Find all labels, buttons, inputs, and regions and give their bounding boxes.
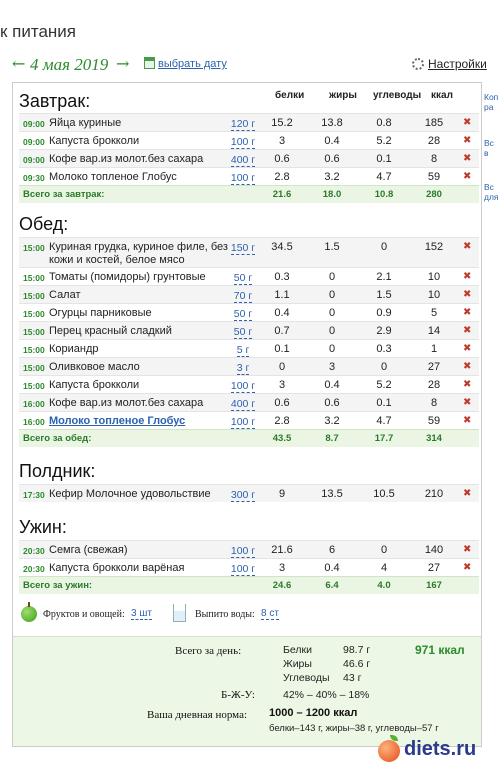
food-fat: 0.6 — [324, 153, 340, 165]
column-protein: белки — [275, 90, 305, 101]
breakfast-title: Завтрак: — [19, 91, 91, 111]
delete-icon[interactable]: ✖ — [463, 135, 472, 146]
delete-icon[interactable]: ✖ — [463, 271, 472, 282]
food-row — [19, 267, 479, 285]
food-fat: 3.2 — [324, 415, 340, 427]
food-time: 20:30 — [23, 546, 45, 556]
ratio-value: 42% – 40% – 18% — [283, 689, 370, 701]
food-amount[interactable]: 100 г — [230, 545, 256, 557]
food-carbs: 0.1 — [376, 397, 392, 409]
food-fat: 3.2 — [324, 171, 340, 183]
food-time: 09:00 — [23, 155, 45, 165]
norm-value: 1000 – 1200 ккал — [269, 707, 358, 719]
food-time: 15:00 — [23, 363, 45, 373]
food-carbs: 0.9 — [376, 307, 392, 319]
food-fat: 3 — [328, 361, 336, 373]
fruits-label: Фруктов и овощей: — [43, 609, 125, 620]
fat-label: Жиры — [283, 658, 312, 670]
delete-icon[interactable]: ✖ — [463, 379, 472, 390]
food-time: 15:00 — [23, 309, 45, 319]
food-kcal: 27 — [427, 562, 441, 574]
food-fat: 13.5 — [321, 488, 343, 500]
food-protein: 15.2 — [271, 117, 293, 129]
food-time: 16:00 — [23, 399, 45, 409]
total-fat: 6.4 — [325, 580, 339, 591]
fruits-value[interactable]: 3 шт — [131, 608, 152, 619]
food-time: 15:00 — [23, 345, 45, 355]
current-date: 4 мая 2019 — [30, 55, 109, 74]
food-fat: 0.6 — [324, 397, 340, 409]
prev-day-arrow[interactable]: ← — [12, 54, 26, 73]
food-amount[interactable]: 3 г — [236, 362, 250, 374]
food-carbs: 0.8 — [376, 117, 392, 129]
food-row — [19, 285, 479, 303]
snack-title: Полдник: — [19, 461, 96, 481]
food-kcal: 28 — [427, 135, 441, 147]
food-row — [19, 484, 479, 502]
food-amount[interactable]: 100 г — [230, 416, 256, 428]
food-protein: 1.1 — [274, 289, 290, 301]
food-carbs: 2.1 — [376, 271, 392, 283]
food-name: Капуста брокколи — [49, 379, 140, 391]
column-kcal: ккал — [431, 90, 453, 101]
food-protein: 3 — [278, 379, 286, 391]
food-fat: 13.8 — [321, 117, 343, 129]
food-row — [19, 339, 479, 357]
food-protein: 9 — [278, 488, 286, 500]
food-carbs: 10.5 — [373, 488, 395, 500]
food-name: Кориандр — [49, 343, 99, 355]
food-kcal: 14 — [427, 325, 441, 337]
food-amount[interactable]: 100 г — [230, 136, 256, 148]
food-kcal: 152 — [424, 241, 444, 253]
food-row — [19, 149, 479, 167]
delete-icon[interactable]: ✖ — [463, 544, 472, 555]
food-row — [19, 237, 479, 267]
food-carbs: 4 — [380, 562, 388, 574]
food-amount[interactable]: 120 г — [230, 118, 256, 130]
food-kcal: 27 — [427, 361, 441, 373]
food-name: Перец красный сладкий — [49, 325, 172, 337]
food-row — [19, 113, 479, 131]
food-carbs: 5.2 — [376, 379, 392, 391]
food-carbs: 2.9 — [376, 325, 392, 337]
total-fat: 18.0 — [322, 189, 342, 200]
food-fat: 0.4 — [324, 562, 340, 574]
fat-value: 46.6 г — [343, 658, 371, 670]
next-day-arrow[interactable]: → — [116, 54, 130, 73]
food-kcal: 8 — [430, 397, 438, 409]
food-protein: 0 — [278, 361, 286, 373]
food-amount[interactable]: 100 г — [230, 380, 256, 392]
food-name: Капуста брокколи варёная — [49, 562, 185, 574]
food-row — [19, 375, 479, 393]
day-kcal: 971 ккал — [415, 643, 465, 657]
total-kcal: 167 — [426, 580, 442, 591]
norm-label: Ваша дневная норма: — [147, 709, 248, 721]
total-protein: 21.6 — [272, 189, 292, 200]
delete-icon[interactable]: ✖ — [463, 415, 472, 426]
food-fat: 0 — [328, 289, 336, 301]
food-kcal: 140 — [424, 544, 444, 556]
food-carbs: 0.3 — [376, 343, 392, 355]
food-amount[interactable]: 400 г — [230, 154, 256, 166]
logo-text: diets.ru — [404, 738, 477, 760]
food-amount[interactable]: 300 г — [230, 489, 256, 501]
food-row — [19, 411, 479, 429]
protein-value: 98.7 г — [343, 644, 371, 656]
food-name: Яйца куриные — [49, 117, 122, 129]
day-summary — [13, 636, 481, 746]
food-carbs: 4.7 — [376, 171, 392, 183]
total-protein: 24.6 — [272, 580, 292, 591]
side-link[interactable]: в — [484, 148, 489, 158]
total-label: Всего за завтрак: — [23, 189, 105, 200]
food-protein: 0.6 — [274, 397, 290, 409]
food-amount[interactable]: 70 г — [233, 290, 253, 302]
food-protein: 0.3 — [274, 271, 290, 283]
food-time: 16:00 — [23, 417, 45, 427]
food-kcal: 10 — [427, 271, 441, 283]
total-carbs: 17.7 — [374, 433, 394, 444]
food-diary-panel — [12, 82, 482, 747]
food-name: Оливковое масло — [49, 361, 140, 373]
food-protein: 3 — [278, 562, 286, 574]
protein-label: Белки — [283, 644, 312, 656]
food-amount[interactable]: 100 г — [230, 563, 256, 575]
total-kcal: 314 — [426, 433, 442, 444]
delete-icon[interactable]: ✖ — [463, 397, 472, 408]
water-label: Выпито воды: — [195, 609, 255, 620]
food-carbs: 0.1 — [376, 153, 392, 165]
breakfast-total-row — [19, 185, 479, 203]
diets-logo[interactable] — [376, 736, 500, 766]
food-amount[interactable]: 50 г — [233, 308, 253, 320]
carbs-label: Углеводы — [283, 672, 330, 684]
food-kcal: 28 — [427, 379, 441, 391]
food-carbs: 0 — [380, 241, 388, 253]
food-protein: 3 — [278, 135, 286, 147]
food-protein: 2.8 — [274, 415, 290, 427]
food-row — [19, 357, 479, 375]
food-fat: 0 — [328, 343, 336, 355]
food-time: 15:00 — [23, 327, 45, 337]
apple-icon — [21, 606, 37, 622]
food-kcal: 185 — [424, 117, 444, 129]
settings-link[interactable]: Настройки — [412, 57, 487, 71]
delete-icon[interactable]: ✖ — [463, 117, 472, 128]
delete-icon[interactable]: ✖ — [463, 361, 472, 372]
food-amount[interactable]: 150 г — [230, 242, 256, 254]
food-name: Салат — [49, 289, 81, 301]
food-name: Кефир Молочное удовольствие — [49, 488, 211, 500]
total-kcal: 280 — [426, 189, 442, 200]
food-protein: 0.6 — [274, 153, 290, 165]
food-amount[interactable]: 50 г — [233, 272, 253, 284]
food-protein: 0.7 — [274, 325, 290, 337]
pick-date-link[interactable]: выбрать дату — [144, 57, 227, 70]
carbs-value: 43 г — [343, 672, 362, 684]
delete-icon[interactable]: ✖ — [463, 241, 472, 252]
food-name: Капуста брокколи — [49, 135, 140, 147]
side-link[interactable]: для — [484, 192, 499, 202]
day-total-label: Всего за день: — [175, 645, 242, 657]
gear-icon — [412, 58, 424, 70]
delete-icon[interactable]: ✖ — [463, 289, 472, 300]
food-time: 15:00 — [23, 273, 45, 283]
total-carbs: 4.0 — [377, 580, 391, 591]
food-protein: 0.4 — [274, 307, 290, 319]
food-amount[interactable]: 50 г — [233, 326, 253, 338]
food-carbs: 0 — [380, 361, 388, 373]
lunch-total-row — [19, 429, 479, 447]
food-fat: 0 — [328, 307, 336, 319]
food-fat: 0 — [328, 325, 336, 337]
delete-icon[interactable]: ✖ — [463, 153, 472, 164]
column-carbs: углеводы — [373, 90, 422, 101]
delete-icon[interactable]: ✖ — [463, 562, 472, 573]
food-kcal: 1 — [430, 343, 438, 355]
food-amount[interactable]: 5 г — [236, 344, 250, 356]
food-amount[interactable]: 100 г — [230, 172, 256, 184]
food-row — [19, 167, 479, 185]
food-time: 09:00 — [23, 137, 45, 147]
food-carbs: 5.2 — [376, 135, 392, 147]
food-kcal: 5 — [430, 307, 438, 319]
lunch-title: Обед: — [19, 214, 69, 234]
food-kcal: 210 — [424, 488, 444, 500]
apple-logo-icon — [378, 740, 400, 762]
side-link[interactable]: Коп — [484, 92, 499, 102]
food-fat: 6 — [328, 544, 336, 556]
total-carbs: 10.8 — [374, 189, 394, 200]
dinner-total-row — [19, 576, 479, 594]
food-row — [19, 131, 479, 149]
food-row — [19, 540, 479, 558]
food-name[interactable]: Молоко топленое Глобус — [49, 415, 186, 427]
food-carbs: 0 — [380, 544, 388, 556]
food-name: Кофе вар.из молот.без сахара — [49, 153, 204, 165]
food-protein: 34.5 — [271, 241, 293, 253]
food-time: 20:30 — [23, 564, 45, 574]
food-name: Огурцы парниковые — [49, 307, 152, 319]
side-link[interactable]: Вс — [484, 138, 494, 148]
food-name: Семга (свежая) — [49, 544, 128, 556]
food-row — [19, 303, 479, 321]
food-amount[interactable]: 400 г — [230, 398, 256, 410]
food-time: 15:00 — [23, 381, 45, 391]
delete-icon[interactable]: ✖ — [463, 488, 472, 499]
food-time: 09:30 — [23, 173, 45, 183]
food-time: 15:00 — [23, 291, 45, 301]
ratio-label: Б-Ж-У: — [221, 689, 255, 701]
food-row — [19, 558, 479, 576]
total-label: Всего за ужин: — [23, 580, 93, 591]
delete-icon[interactable]: ✖ — [463, 307, 472, 318]
food-fat: 1.5 — [324, 241, 340, 253]
food-name: Томаты (помидоры) грунтовые — [49, 271, 206, 283]
food-fat: 0 — [328, 271, 336, 283]
page-title: к питания — [0, 22, 77, 41]
calendar-icon — [144, 57, 155, 69]
food-name: Кофе вар.из молот.без сахара — [49, 397, 204, 409]
column-fat: жиры — [329, 90, 357, 101]
extras-row — [19, 603, 479, 633]
food-kcal: 10 — [427, 289, 441, 301]
delete-icon[interactable]: ✖ — [463, 343, 472, 354]
delete-icon[interactable]: ✖ — [463, 171, 472, 182]
food-time: 17:30 — [23, 490, 45, 500]
water-value[interactable]: 8 ст — [261, 608, 279, 619]
food-name: Молоко топленое Глобус — [49, 171, 177, 183]
food-protein: 21.6 — [271, 544, 293, 556]
food-carbs: 1.5 — [376, 289, 392, 301]
food-carbs: 4.7 — [376, 415, 392, 427]
food-row — [19, 321, 479, 339]
food-row — [19, 393, 479, 411]
dinner-title: Ужин: — [19, 517, 67, 537]
food-protein: 0.1 — [274, 343, 290, 355]
delete-icon[interactable]: ✖ — [463, 325, 472, 336]
food-kcal: 8 — [430, 153, 438, 165]
food-time: 15:00 — [23, 243, 45, 253]
norm-detail: белки–143 г, жиры–38 г, углеводы–57 г — [269, 723, 439, 734]
food-protein: 2.8 — [274, 171, 290, 183]
food-name: Куриная грудка, куриное филе, без кожи и костей, белое мясо — [49, 241, 228, 266]
food-fat: 0.4 — [324, 379, 340, 391]
food-fat: 0.4 — [324, 135, 340, 147]
side-link[interactable]: Вс — [484, 182, 494, 192]
food-time: 09:00 — [23, 119, 45, 129]
side-link[interactable]: ра — [484, 102, 494, 112]
water-glass-icon — [173, 604, 186, 622]
total-fat: 8.7 — [325, 433, 339, 444]
food-kcal: 59 — [427, 171, 441, 183]
food-kcal: 59 — [427, 415, 441, 427]
total-label: Всего за обед: — [23, 433, 92, 444]
total-protein: 43.5 — [272, 433, 292, 444]
date-navigation — [12, 54, 490, 76]
